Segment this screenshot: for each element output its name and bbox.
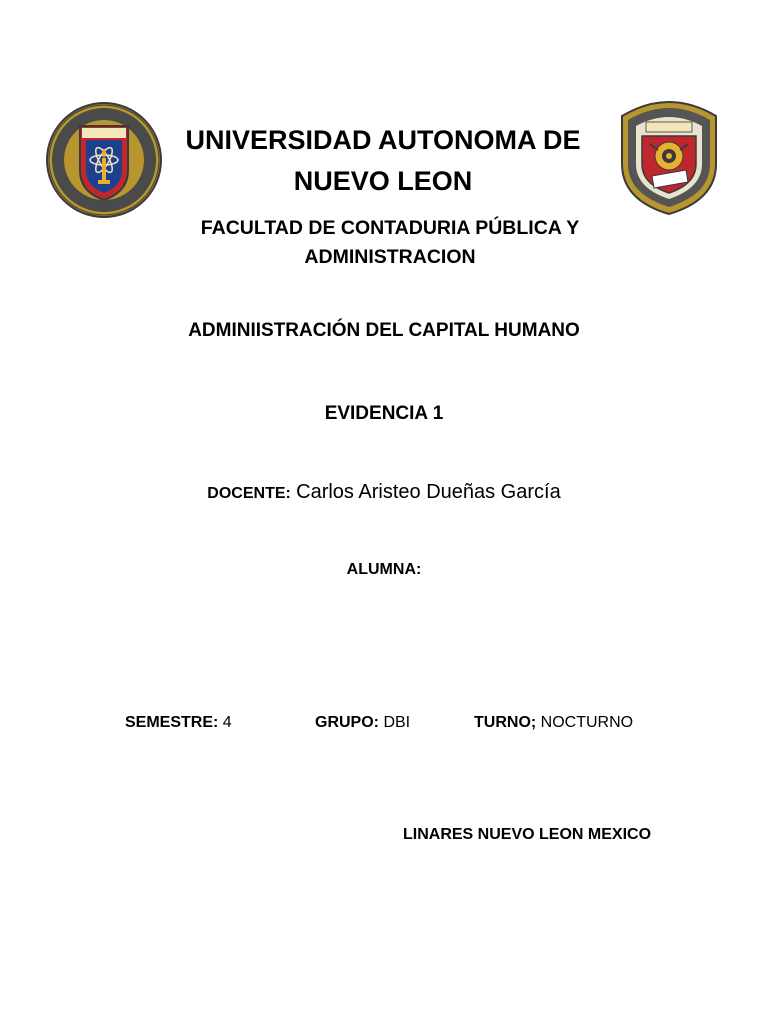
semester-field: [125, 714, 232, 732]
shift-field: [474, 714, 633, 732]
semester-value: 4: [222, 714, 232, 731]
group-label: GRUPO:: [315, 714, 379, 731]
shift-label: TURNO;: [474, 714, 537, 731]
teacher-name: Carlos Aristeo Dueñas García: [296, 481, 561, 503]
faculty-name-line2: ADMINISTRACION: [304, 246, 476, 268]
semester-label: SEMESTRE:: [125, 714, 219, 731]
university-title-line1: UNIVERSIDAD AUTONOMA DE: [185, 125, 581, 155]
university-title-line2: NUEVO LEON: [293, 166, 473, 196]
teacher-row: [0, 481, 768, 504]
shift-value: NOCTURNO: [540, 714, 634, 731]
evidence-title: EVIDENCIA 1: [324, 403, 444, 424]
group-value: DBI: [383, 714, 411, 731]
group-field: [315, 714, 410, 732]
student-label: ALUMNA:: [346, 561, 422, 578]
location-text: LINARES NUEVO LEON MEXICO: [403, 826, 652, 843]
faculty-name: [190, 214, 590, 272]
facpya-seal-icon: [612, 92, 726, 216]
teacher-label: DOCENTE:: [207, 485, 291, 502]
faculty-name-line1: FACULTAD DE CONTADURIA PÚBLICA Y: [200, 217, 580, 239]
subject-title: ADMINIISTRACIÓN DEL CAPITAL HUMANO: [188, 320, 580, 341]
university-title: [180, 120, 586, 202]
uanl-seal-icon: [44, 100, 164, 220]
